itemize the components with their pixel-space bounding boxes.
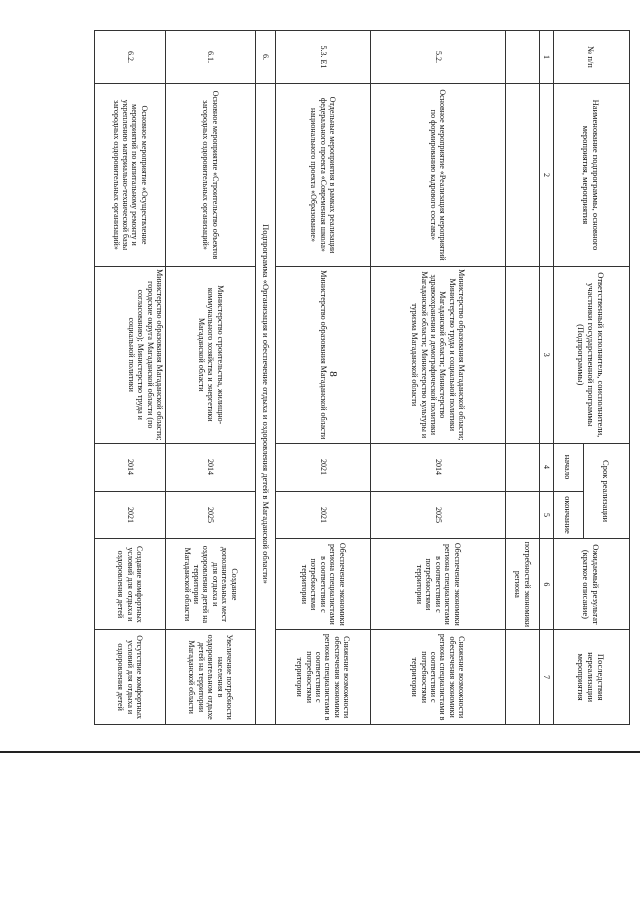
carry-name (506, 83, 540, 266)
row-end: 2025 (166, 491, 256, 539)
carry-start (506, 443, 540, 491)
row-consequences: Отсутствие комфортных условий для отдыха и оздоровления детей (95, 630, 166, 725)
carry-consequences (506, 630, 540, 725)
row-start: 2014 (95, 443, 166, 491)
carry-end (506, 491, 540, 539)
row-end: 2025 (371, 491, 506, 539)
subprogram-row (256, 31, 276, 725)
row-name: Основное мероприятие «Реализация мероприятий по формированию кадрового состава» (371, 83, 506, 266)
page-bottom-rule (0, 751, 640, 753)
header-end: окончание (554, 491, 584, 539)
row-consequences: Увеличение потребности населения в оздоровительном отдыхе детей на территории Магаданской области (166, 630, 256, 725)
row-end: 2021 (276, 491, 371, 539)
page-number: 8 (326, 371, 339, 377)
row-name: Основное мероприятие «Осуществление мероприятий по капитальному ремонту и укреплению материально-технической базы загородных оздоровительных организаций» (95, 83, 166, 266)
row-result: Обеспечение экономики региона специалистами в соответствии с потребностями территории (371, 539, 506, 630)
row-executor: Министерство образования Магаданской области (276, 266, 371, 443)
row-no: 6.2. (95, 31, 166, 84)
row-start: 2014 (166, 443, 256, 491)
header-result: Ожидаемый результат (краткое описание) (554, 539, 630, 630)
row-end: 2021 (95, 491, 166, 539)
row-no: 5.3. Е1 (276, 31, 371, 84)
carry-no (506, 31, 540, 84)
header-executor: Ответственный исполнитель, соисполнители, участники государственной программы (Подпрограммы) (554, 266, 630, 443)
row-executor: Министерство строительства, жилищно-коммунального хозяйства и энергетики Магаданской области (166, 266, 256, 443)
row-start: 2021 (276, 443, 371, 491)
header-consequences: Последствия нереализации мероприятия (554, 630, 630, 725)
row-no: 6.1. (166, 31, 256, 84)
colnum-6: 6 (540, 539, 554, 630)
program-table (94, 30, 630, 725)
colnum-2: 2 (540, 83, 554, 266)
subprogram-no: 6. (256, 31, 276, 84)
table-row (166, 31, 256, 725)
row-result: Создание дополнительных мест для отдыха и оздоровления детей на территории Магаданской области (166, 539, 256, 630)
row-executor: Министерство образования Магаданской области; городские округа Магаданской области (по согласованию); Министерство труда и социальной политики (95, 266, 166, 443)
row-consequences: Снижение возможности обеспечения экономики региона специалистами в соответствии с потребностями территории (276, 630, 371, 725)
column-numbers-row (540, 31, 554, 725)
table-row (371, 31, 506, 725)
carry-executor (506, 266, 540, 443)
header-start: начало (554, 443, 584, 491)
header-name: Наименование подпрограммы, основного мероприятия, мероприятия (554, 83, 630, 266)
row-executor: Министерство образования Магаданской области; Министерство труда и социальной политики Магаданской области; Министерство здравоохранения и демографической политики Магаданской области; Министерство культуры и туризма Магаданской области (371, 266, 506, 443)
header-no: № п/п (554, 31, 630, 84)
header-row (584, 31, 630, 725)
colnum-5: 5 (540, 491, 554, 539)
subprogram-title: Подпрограмма «Организация и обеспечение отдыха и оздоровления детей в Магаданской области» (256, 83, 276, 724)
row-consequences: Снижение возможности обеспечения экономики региона специалистами в соответствии с потребностями территории (371, 630, 506, 725)
row-start: 2014 (371, 443, 506, 491)
carry-result: потребностей экономики региона (506, 539, 540, 630)
colnum-4: 4 (540, 443, 554, 491)
row-no: 5.2. (371, 31, 506, 84)
header-period: Срок реализации (584, 443, 630, 539)
row-name: Отдельные мероприятия в рамках реализации федерального проекта «Современная школа» национального проекта «Образование» (276, 83, 371, 266)
row-result: Обеспечение экономики региона специалистами в соответствии с потребностями территории (276, 539, 371, 630)
colnum-7: 7 (540, 630, 554, 725)
rotated-table-wrapper (95, 30, 630, 725)
table-row (276, 31, 371, 725)
row-result: Создание комфортных условий для отдыха и оздоровления детей (95, 539, 166, 630)
colnum-3: 3 (540, 266, 554, 443)
carry-over-row (506, 31, 540, 725)
row-name: Основное мероприятие «Строительство объектов загородных оздоровительных организаций» (166, 83, 256, 266)
table-row (95, 31, 166, 725)
colnum-1: 1 (540, 31, 554, 84)
